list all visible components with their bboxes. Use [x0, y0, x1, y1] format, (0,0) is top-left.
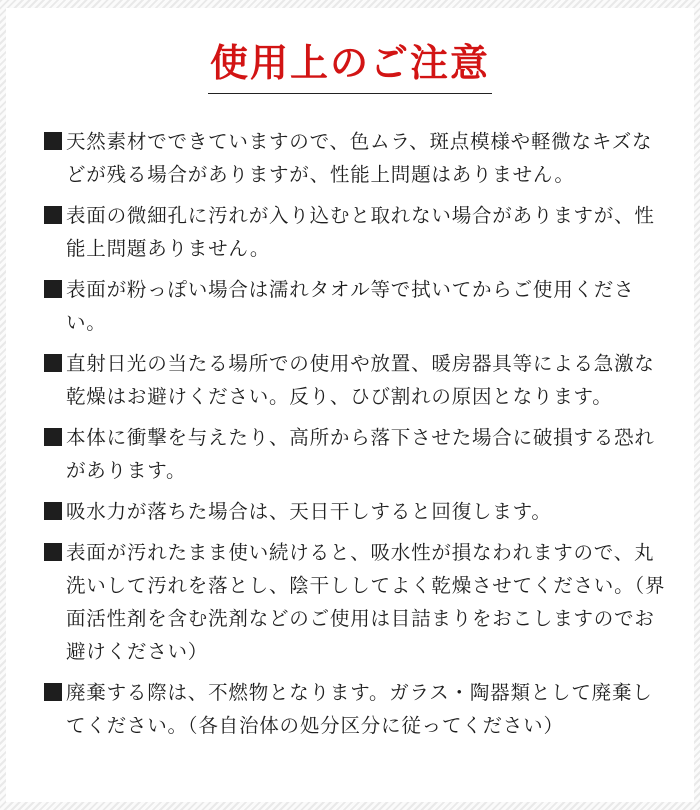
black-square-bullet-icon [44, 206, 62, 224]
caution-item [44, 495, 670, 528]
black-square-bullet-icon [44, 354, 62, 372]
caution-item-text: 直射日光の当たる場所での使用や放置、暖房器具等による急激な乾燥はお避けください。反り、ひび割れの原因となります。 [66, 352, 655, 408]
caution-item-text: 吸水力が落ちた場合は、天日干しすると回復します。 [66, 500, 552, 523]
caution-item [44, 199, 670, 265]
caution-item-text: 表面が汚れたまま使い続けると、吸水性が損なわれますので、丸洗いして汚れを落とし、陰干ししてよく乾燥させてください。（界面活性剤を含む洗剤などのご使用は目詰まりをおこしますのでお避けください） [66, 541, 666, 663]
caution-item-text: 本体に衝撃を与えたり、高所から落下させた場合に破損する恐れがあります。 [66, 426, 655, 482]
black-square-bullet-icon [44, 683, 62, 701]
caution-item-text: 表面の微細孔に汚れが入り込むと取れない場合がありますが、性能上問題ありません。 [66, 204, 655, 260]
caution-item-text: 廃棄する際は、不燃物となります。ガラス・陶器類として廃棄してください。（各自治体の処分区分に従ってください） [66, 681, 653, 737]
black-square-bullet-icon [44, 502, 62, 520]
caution-item [44, 273, 670, 339]
caution-item [44, 421, 670, 487]
black-square-bullet-icon [44, 132, 62, 150]
caution-item [44, 536, 670, 668]
caution-list [44, 125, 670, 750]
caution-item [44, 347, 670, 413]
caution-item-text: 天然素材でできていますので、色ムラ、斑点模様や軽微なキズなどが残る場合がありますが、性能上問題はありません。 [66, 130, 653, 186]
title-divider [208, 93, 492, 94]
black-square-bullet-icon [44, 543, 62, 561]
caution-item [44, 676, 670, 742]
black-square-bullet-icon [44, 280, 62, 298]
page-title: 使用上のご注意 [209, 41, 490, 85]
notice-panel [6, 8, 694, 802]
caution-item [44, 125, 670, 191]
black-square-bullet-icon [44, 428, 62, 446]
caution-item-text: 表面が粉っぽい場合は濡れタオル等で拭いてからご使用ください。 [66, 278, 635, 334]
